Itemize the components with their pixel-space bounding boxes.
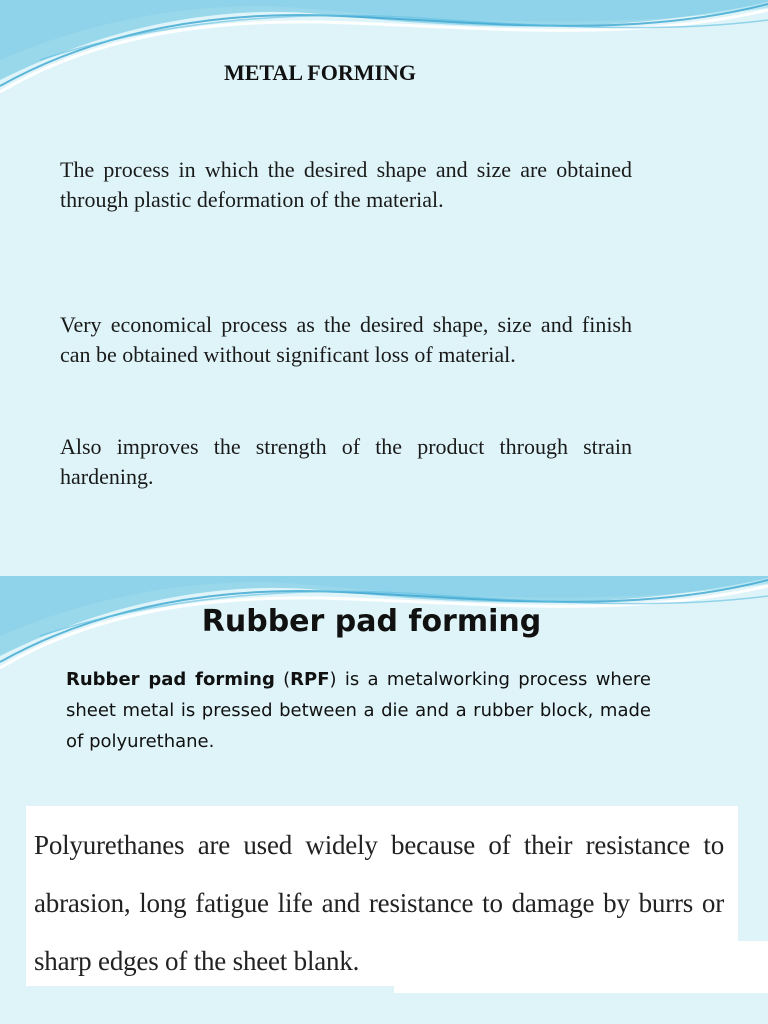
paragraph-definition: The process in which the desired shape and size are obtained through plastic deformation of the material. [60,157,632,212]
term-bold: Rubber pad forming [66,669,275,690]
scanned-text: Polyurethanes are used widely because of their resistance to abrasion, long fatigue life and resistance to damage by burrs or sharp edges of the sheet blank. [34,830,724,976]
definition-paragraph [66,664,651,757]
scanned-text-image [26,806,738,986]
slide-title: Rubber pad forming [201,604,542,639]
white-occluder [394,941,768,993]
paragraph-economy: Very economical process as the desired shape, size and finish can be obtained without significant loss of material. [60,312,632,367]
paragraph-strength: Also improves the strength of the product through strain hardening. [60,434,632,489]
definition-rest: ) is a metalworking process where sheet metal is pressed between a die and a rubber block, made of polyurethane. [66,669,651,752]
paren-open: ( [274,669,291,690]
abbr-bold: RPF [290,669,330,690]
slide-rubber-pad-forming [0,576,768,1024]
slide-title: METAL FORMING [223,60,417,85]
